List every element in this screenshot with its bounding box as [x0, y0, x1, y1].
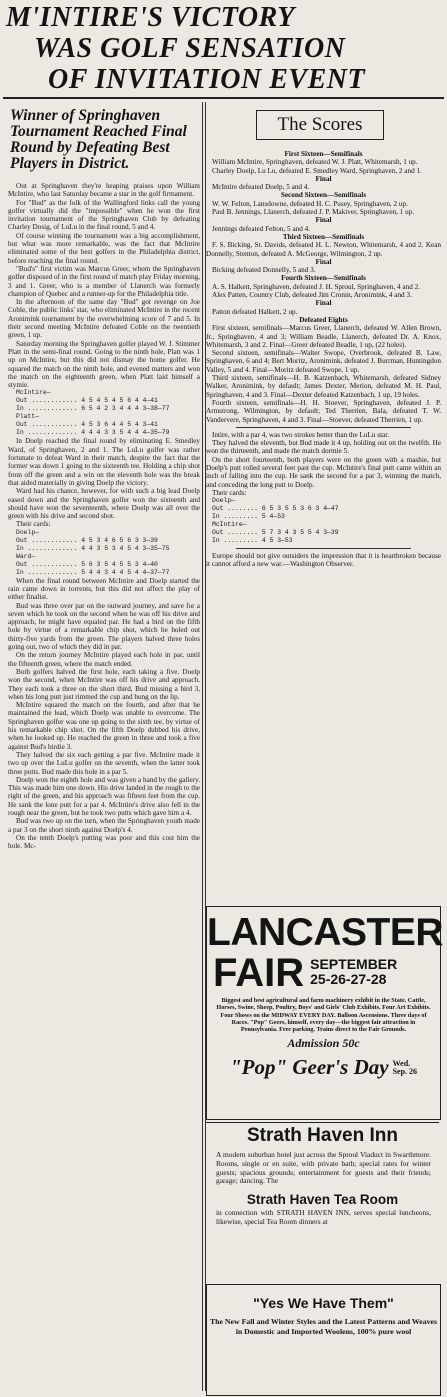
- scorecard-line: In ............. 4 4 3 5 3 4 5 4 3—35—75: [16, 544, 170, 552]
- scorecard-line: Out ........ 5 7 3 4 3 5 5 4 3—39: [212, 529, 339, 537]
- ad-lancaster-title: LANCASTER: [207, 911, 443, 954]
- scorecard-line: In ............. 4 4 4 3 3 5 4 4 4—35—79: [16, 429, 170, 437]
- article-paragraph: Bud was three over par on the outward journey, and save for a seven which he took on the second when he was off his drive and approach, he might have equaled par. He had a bird on the fifth hole by virtue of a remarkable chip shot, which he holed out thirty-five yards from the green. The players halved three holes going out, two of which they did in par.: [8, 601, 200, 652]
- pop-geers-day: [207, 1055, 440, 1080]
- pop-geers-day-title: "Pop" Geer's Day: [229, 1055, 389, 1080]
- article-paragraph: Doelp won the eighth hole and was given a hand by the gallery. This was made him one down. His drive landed in the rough to the right of the green, and his approach was fifteen feet from the cup. He sank the lone putt for a par 4. McIntire's drive also fell in the rough near the green, but he took two putts which gave him a 4.: [8, 775, 200, 817]
- strath-haven-ad: [206, 1122, 439, 1231]
- article-paragraph: When the final round between McIntire and Doelp started the rain came down in torrents, but this did not affect the play of either finalist.: [8, 576, 200, 602]
- filler-quote: Europe should not give outsiders the impression that it is heartbroken because it cannot afford a new war.—Washington Observer.: [206, 552, 441, 569]
- bracket-heading: Second Sixteen—Semifinals: [280, 191, 367, 200]
- result-line: Patton defeated Halkett, 2 up.: [212, 307, 298, 316]
- article-paragraph: On the return journey McIntire played each hole in par, until the fifteenth green, where the match ended.: [8, 651, 200, 668]
- result-line: Jennings defeated Felton, 5 and 4.: [212, 224, 311, 233]
- result-line: William McIntire, Springhaven, defeated W. J. Platt, Whitemarsh, 1 up.: [212, 158, 418, 167]
- article-paragraph: On the tenth Doelp's putting was poor and this cost him the hole. Mc-: [8, 833, 200, 851]
- scorecard-line: Out ............ 4 5 4 5 4 5 6 4 4—41: [16, 397, 158, 405]
- scorecard-label: Doelp—: [16, 528, 40, 536]
- article-paragraph: Both golfers halved the first hole, each taking a five. Doelp won the second, when McIntire was off his drive and approach. They each took a three on the short third, Bud missing a bird 3, when his long putt just rimmed the cup and hung on the lip.: [8, 667, 200, 701]
- scores-column: [206, 108, 441, 569]
- pop-geers-day-date: [389, 1060, 417, 1076]
- ad-copy: Biggest and best agricultural and farm machinery exhibit in the State. Cattle, Horses, Swine, Sheep, Poultry, Boys' and Girls' Club Exhibits. Four Art Exhibits. Four Shows on the MIDWAY EVERY DAY. Balloon Ascensions. Three days of Races. "Pop" Geers, himself, every day—the biggest fair attraction in Pennsylvania. Free parking. Trains direct to the Fair Grounds.: [216, 997, 431, 1034]
- scorecard-label: McIntire—: [212, 521, 247, 529]
- article-paragraph: In Doelp reached the final round by eliminating E. Smedley Ward, of Springhaven, 2 and 1. The LuLu golfer was rather fortunate to defeat Ward in their match, despite the fact that the former was down 1 going to the sixteenth tee. Holding a chip shot from off the green and a win on the eleventh hole was the break that aided materially in giving Doelp the victory.: [8, 437, 200, 487]
- section-divider: [236, 548, 411, 549]
- section-divider: [236, 427, 411, 428]
- scorecard-label: Platt—: [16, 413, 40, 421]
- article-paragraph: In the afternoon of the same day "Bud" got revenge on Joe Coble, the public links' star, who eliminated McIntire in the recent Aronimink tournament by the overwhelming score of 7 and 5. In their second meeting McIntire defeated Coble on the twentieth green, 1 up.: [8, 298, 200, 340]
- ad-dates: 25-26-27-28: [310, 971, 387, 987]
- yes-we-have-them-ad: [206, 1284, 441, 1396]
- result-line: Third sixteen, semifinals—H. B. Katzenbach, Whitemarsh, defeated Sidney Walker, Aronimink, by default; James Dexter, Merion, defeated M. H. Paul, Springhaven, 4 and 3. Final—Dexter defeated Katzenbach, 1 up, 19 holes.: [206, 374, 441, 399]
- scores-title-box: The Scores: [256, 110, 384, 140]
- article-paragraph: Out at Springhaven they're heaping praises upon William McIntire, who last Saturday became a star in the golf firmament.: [8, 182, 200, 199]
- scorecard-label: McIntire—: [16, 389, 51, 397]
- final-heading: Final: [315, 174, 332, 183]
- scorecard-label: Doelp—: [212, 497, 236, 505]
- scorecard-line: In ......... 5 4—53: [212, 513, 285, 521]
- result-line: Paul B. Jennings, Llanerch, defeated J. P. Makiver, Springhaven, 1 up.: [212, 208, 415, 217]
- headline-rule: [3, 97, 444, 99]
- result-line: F. S. Bicking, St. Davids, defeated H. L. Newton, Whitemarsh, 4 and 2. Kean Donnelly, Stenton, defeated A. McGeorge, Wilmington, 2 up.: [206, 241, 441, 258]
- pop-date-line-2: Sep. 26: [392, 1066, 418, 1076]
- subheadline: Winner of Springhaven Tournament Reached Final Round by Defeating Best Players in District.: [10, 107, 187, 172]
- bracket-heading: Fourth Sixteen—Semifinals: [281, 274, 366, 283]
- scorecard-line: In ............. 6 5 4 2 3 4 4 4 3—38—77: [16, 405, 170, 413]
- article-paragraph: McIntire squared the match on the fourth, and after that he maintained the lead, which Doelp was unable to overcome. The Springhaven golfer was one up going to the sixth tee, by virtue of his remarkable chip shot. On the fifth Doelp dubbed his drive, when he looked up. He reached the green in three and took a five against Bud's birdie 3.: [8, 701, 200, 751]
- scores-body: [206, 150, 441, 569]
- scorecard-line: In ......... 4 5 3—53: [212, 537, 293, 545]
- scorecard-label: Ward—: [16, 552, 36, 560]
- scorecard-line: Out ............ 5 6 3 5 4 5 5 3 4—40: [16, 560, 158, 568]
- headline-line-3: OF INVITATION EVENT: [48, 64, 366, 95]
- ad-fair-word: FAIR: [213, 951, 305, 995]
- fair-dates: [304, 953, 397, 987]
- article-column: [8, 108, 200, 850]
- article-continuation: Intire, with a par 4, was two strokes better than the LuLu star.: [212, 430, 390, 439]
- column-divider: [202, 102, 203, 1391]
- article-paragraph: Bud was two up on the turn, when the Springhaven youth made a par 3 on the short ninth against Doelp's 4.: [8, 817, 200, 834]
- pop-date-line-1: Wed.: [392, 1058, 411, 1068]
- article-paragraph: For "Bud" as the folk of the Wallingford links call the young golfer virtually did the "impossible" when he won the first invitation tournament of the Springhaven Club by defeating Charley Dosig, of LuLu in the final round, 5 and 4.: [8, 198, 200, 232]
- result-line: A. S. Halkett, Springhaven, defeated J. H. Sproul, Springhaven, 4 and 2.: [212, 282, 421, 291]
- result-line: McIntire defeated Doelp, 5 and 4.: [212, 183, 310, 192]
- bracket-heading: Third Sixteen—Semifinals: [282, 232, 365, 241]
- scorecard-line: Out ............ 4 5 3 6 4 4 5 4 3—41: [16, 421, 158, 429]
- yes-ad-title: "Yes We Have Them": [253, 1295, 394, 1311]
- headline-line-1: M'INTIRE'S VICTORY: [6, 2, 295, 33]
- ad-month: SEPTEMBER: [310, 956, 398, 972]
- result-line: Second sixteen, semifinals—Walter Swope, Overbrook, defeated B. Law, Springhaven, 6 and 4; Bert Moritz, Aronimink, defeated J. Burrman, Huntingdon Valley, 5 and 4. Final—Moritz defeated Swope, 1 up.: [206, 349, 441, 374]
- cards-label: Their cards:: [16, 520, 51, 529]
- result-line: Bicking defeated Donnelly, 5 and 3.: [212, 266, 316, 275]
- cards-label: Their cards:: [212, 488, 247, 497]
- defeated-eights-heading: Defeated Eights: [299, 315, 348, 324]
- article-body: [8, 182, 200, 850]
- result-line: Alex Patten, Country Club, defeated Jim Cronin, Aronimink, 4 and 3.: [212, 291, 412, 300]
- article-paragraph: Of course winning the tournament was a big accomplishment, but what was more remarkable, was the fact that McIntire eliminated some of the best golfers in the Philadelphia district, before reaching the final round.: [8, 231, 200, 265]
- tea-room-title: Strath Haven Tea Room: [246, 1192, 399, 1208]
- strath-haven-inn-copy: A modern suburban hotel just across the Sproul Viaduct in Swarthmore. Rooms, single or en suite, with private bath; special rates for winter guests; spacious grounds; entertainment for guests and their friends; garage; dancing. The: [216, 1150, 431, 1186]
- article-continuation: On the short fourteenth, both players were on the green with a mashie, but Doelp's putt rolled several feet past the cup. McIntire's final putt came within an inch of falling into the cup. He sank the second for a par 3, winning the match, and conceding the long putt to Doelp.: [206, 455, 441, 489]
- article-paragraph: Ward had his chance, however, for with such a big lead Doelp eased down and the Springhaven golfer won the sixteenth and should have won the seventeenth, where Doelp was all over the green with his drive and second shot.: [8, 487, 200, 521]
- tea-room-copy: in connection with STRATH HAVEN INN, serves special luncheons, likewise, special Tea Room dinners at: [216, 1208, 431, 1226]
- fair-row: [207, 953, 440, 993]
- headline: [4, 2, 444, 95]
- scorecard-line: In ............. 5 4 4 3 4 4 5 4 4—37—77: [16, 568, 170, 576]
- result-line: W. W. Felton, Lansdowne, defeated H. C. Pusey, Springhaven, 2 up.: [212, 199, 408, 208]
- final-heading: Final: [315, 257, 332, 266]
- final-heading: Final: [315, 216, 332, 225]
- yes-ad-copy: The New Fall and Winter Styles and the Latest Patterns and Weaves in Domestic and Imported Woolens, 100% pure wool: [209, 1317, 438, 1336]
- article-paragraph: They halved the six each getting a par five. McIntire made it two up over the LuLu golfer on the seventh, when the latter took three putts. Bud made this hole in a par 5.: [8, 750, 200, 776]
- result-line: Fourth sixteen, semifinals—H. H. Stoever, Springhaven, defeated J. P. Armstrong, Wilmington, by default; Ted Therrien, Bala, defeated T. W. Vandervere, Springhaven, 4 and 3. Final—Stoever, defeated Therrien, 1 up.: [206, 398, 441, 424]
- article-paragraph: "Bud's" first victim was Marcus Greer, whom the Springhaven golfer disposed of in the first round of match play Friday morning, 3 and 1. Greer, who is a member of Llanerch was formerly champion of Quebec and a runner-up for the Philadelphia title.: [8, 264, 200, 298]
- ad-admission: Admission 50c: [287, 1036, 360, 1051]
- lancaster-fair-ad: [206, 906, 441, 1120]
- strath-haven-inn-title: Strath Haven Inn: [247, 1125, 398, 1146]
- bracket-heading: First Sixteen—Semifinals: [284, 150, 363, 158]
- article-continuation: They halved the eleventh, but Bud made it 4 up, holding out on the twelfth. He won the thirteenth, and made the match dormie 5.: [206, 439, 441, 456]
- article-paragraph: Saturday morning the Springhaven golfer played W. J. Stimmer Platt in the semi-final round. Going to the ninth hole, Platt was 1 up on McIntire, but this did not dismay the home golfer. He squared the match on the ninth hole, and evened matters and won the match on the eighteenth green, when Platt laid himself a stymie.: [8, 339, 200, 390]
- final-heading: Final: [315, 299, 332, 308]
- scorecard-line: Out ........ 6 5 3 5 5 3 6 3 4—47: [212, 505, 339, 513]
- scorecard-line: Out ............ 4 5 3 4 6 5 6 3 3—39: [16, 536, 158, 544]
- result-line: First sixteen, semifinals—Marcus Greer, Llanerch, defeated W. Allen Brown, Jr., Springhaven, 4 and 3; William Beadle, Llanerch, defeated Dr. A. Knox, Whitemarsh, 3 and 2. Final—Greer defeated Beadle, 1 up, (22 holes).: [206, 324, 441, 349]
- headline-line-2: WAS GOLF SENSATION: [34, 33, 346, 64]
- result-line: Charley Doelp, Lu Lu, defeated E. Smedley Ward, Springhaven, 2 and 1.: [212, 166, 422, 175]
